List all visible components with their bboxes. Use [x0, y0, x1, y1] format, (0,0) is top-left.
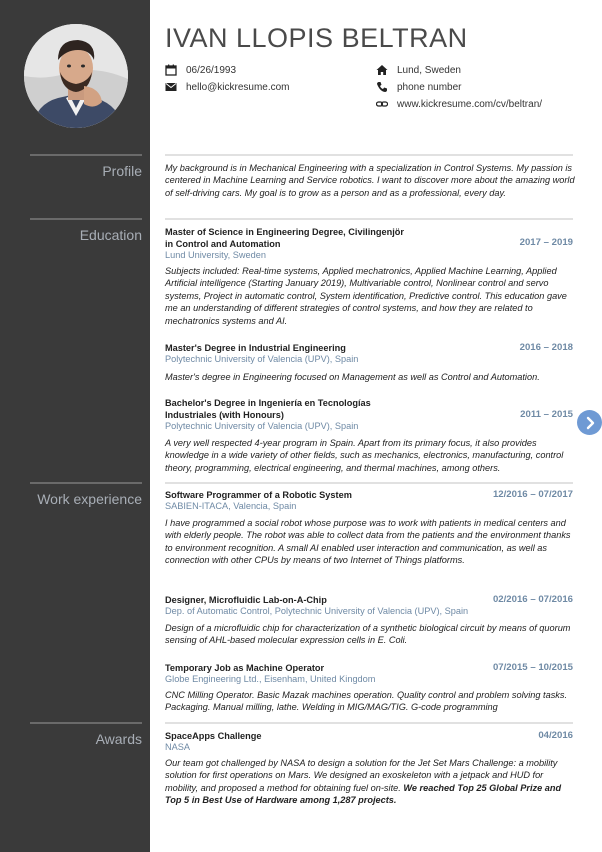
education-1-org: Lund University, Sweden: [165, 250, 266, 260]
calendar-icon: [165, 64, 177, 76]
education-2-org: Polytechnic University of Valencia (UPV), Spain: [165, 354, 359, 364]
education-2-desc: Master's degree in Engineering focused on Management as well as Control and Automation.: [165, 372, 540, 382]
award-1-desc-highlight: We reached Top 25 Global Prize and Top 5 in Best Use of Hardware among 1,287 projects.: [165, 782, 562, 806]
profile-photo: [24, 24, 128, 128]
contact-website[interactable]: [376, 98, 542, 110]
phone-text: phone number: [397, 81, 462, 93]
work-2-title: Designer, Microfluidic Lab-on-A-Chip: [165, 595, 327, 605]
section-title-awards: Awards: [95, 731, 142, 747]
education-1-title-line1: Master of Science in Engineering Degree, Civilingenjör: [165, 227, 404, 237]
work-3-date: 07/2015 – 10/2015: [492, 662, 573, 673]
sidebar: [0, 0, 150, 852]
education-1-title-line2: in Control and Automation: [165, 239, 281, 250]
sidebar-section-work: [30, 482, 142, 507]
work-2-org: Dep. of Automatic Control, Polytechnic University of Valencia (UPV), Spain: [165, 606, 469, 616]
work-3-desc: CNC Milling Operator. Basic Mazak machines operation. Quality control and problem solving tasks. Packaging. Manual milling, lathe. Welding in MIG/MAG/TIG. G-code programming: [165, 690, 568, 713]
sidebar-section-awards: [30, 722, 142, 747]
education-1-date: 2017 – 2019: [519, 237, 573, 248]
education-1-desc: Subjects included: Real-time systems, Applied mechatronics, Applied Machine Learning, Applied Artificial intelligence (Starting January 2019), Multivariable control, Nonlinear control and servo systems, Project in automatic control, System identification, Predictive control. This education gave me an understanding of different strategies of control systems, and how they are related to mechatronics systems and AI.: [165, 266, 567, 326]
work-3-title: Temporary Job as Machine Operator: [165, 663, 325, 673]
work-2-date: 02/2016 – 07/2016: [492, 594, 573, 605]
education-2-date: 2016 – 2018: [519, 342, 573, 353]
section-title-education: Education: [79, 227, 142, 243]
next-page-button[interactable]: [577, 410, 602, 435]
education-2-title: [165, 342, 346, 354]
education-3-date: 2011 – 2015: [520, 409, 573, 420]
sidebar-section-profile: [30, 154, 142, 179]
work-3-org: Globe Engineering Ltd., Eisenham, United Kingdom: [165, 674, 376, 684]
work-1-desc: I have programmed a social robot whose purpose was to work with patients in medical centers and with elderly people. The robot was able to collect data from the patients and the environment thanks to environment recognition. A small AI enabled user interaction and communication, as well as connection with other CPUs by means of two Internet of Things platforms.: [165, 518, 571, 566]
award-1-org: NASA: [165, 742, 191, 752]
education-3-title-line2: Industriales (with Honours): [165, 410, 284, 421]
education-2-title-line1: Master's Degree in Industrial Engineering: [165, 343, 346, 353]
contact-phone: [376, 81, 462, 93]
email-text[interactable]: hello@kickresume.com: [186, 81, 290, 93]
divider-education: [165, 218, 573, 220]
contact-birthdate: [165, 64, 236, 76]
avatar: [24, 24, 128, 128]
work-1-title: Software Programmer of a Robotic System: [165, 490, 352, 500]
award-1-desc: [165, 757, 575, 807]
home-icon: [376, 64, 388, 76]
location-text: Lund, Sweden: [397, 64, 461, 76]
divider-awards: [165, 722, 573, 724]
phone-icon: [376, 81, 388, 93]
award-1-date: 04/2016: [538, 730, 573, 741]
award-1-title: SpaceApps Challenge: [165, 731, 262, 741]
birthdate-text: 06/26/1993: [186, 64, 237, 76]
sidebar-section-education: [30, 218, 142, 243]
work-2-desc: Design of a microfluidic chip for characterization of a synthetic biological circuit by means of quorum sensing of AHL-based molecular expression cells in E. Coli.: [165, 623, 571, 646]
work-1-org: SABIEN-ITACA, Valencia, Spain: [165, 501, 297, 511]
work-1-date: 12/2016 – 07/2017: [492, 489, 573, 500]
divider-work: [165, 482, 573, 484]
education-3-desc: A very well respected 4-year program in Spain. Apart from its primary focus, it also provides knowledge in a wide variety of other fields, such as mechanics, electronics, manufacturing, control theory, programming, electrical engineering, and thermal machines, among others.: [165, 438, 564, 473]
education-1-title: [165, 226, 404, 250]
contact-email[interactable]: [165, 81, 290, 93]
contact-location: [376, 64, 461, 76]
section-title-work: Work experience: [37, 491, 142, 507]
profile-text: My background is in Mechanical Engineering with a specialization in Control Systems. My passion is centered in Machine Learning and Service robotics. I want to discover more about the amazing world of self-driving cars. My goal is to grow as a person and as a professional, every day.: [165, 163, 575, 198]
email-icon: [165, 81, 177, 93]
education-3-org: Polytechnic University of Valencia (UPV), Spain: [165, 421, 359, 431]
section-title-profile: Profile: [102, 163, 142, 179]
candidate-name: IVAN LLOPIS BELTRAN: [165, 23, 468, 53]
education-3-title: [165, 397, 371, 421]
divider-profile: [165, 154, 573, 156]
website-text[interactable]: www.kickresume.com/cv/beltran/: [397, 98, 543, 110]
education-3-title-line1: Bachelor's Degree in Ingeniería en Tecnologías: [165, 398, 371, 408]
award-1-desc-text: Our team got challenged by NASA to design a solution for the Jet Set Mars Challenge: a mobility solution for first operations on Mars. We designed an exoskeleton with a jetpack and HUD for mobility, and proposed a method for obtaining fuel on-site.: [165, 758, 558, 793]
chevron-right-icon: [583, 416, 597, 430]
link-icon: [376, 98, 388, 110]
